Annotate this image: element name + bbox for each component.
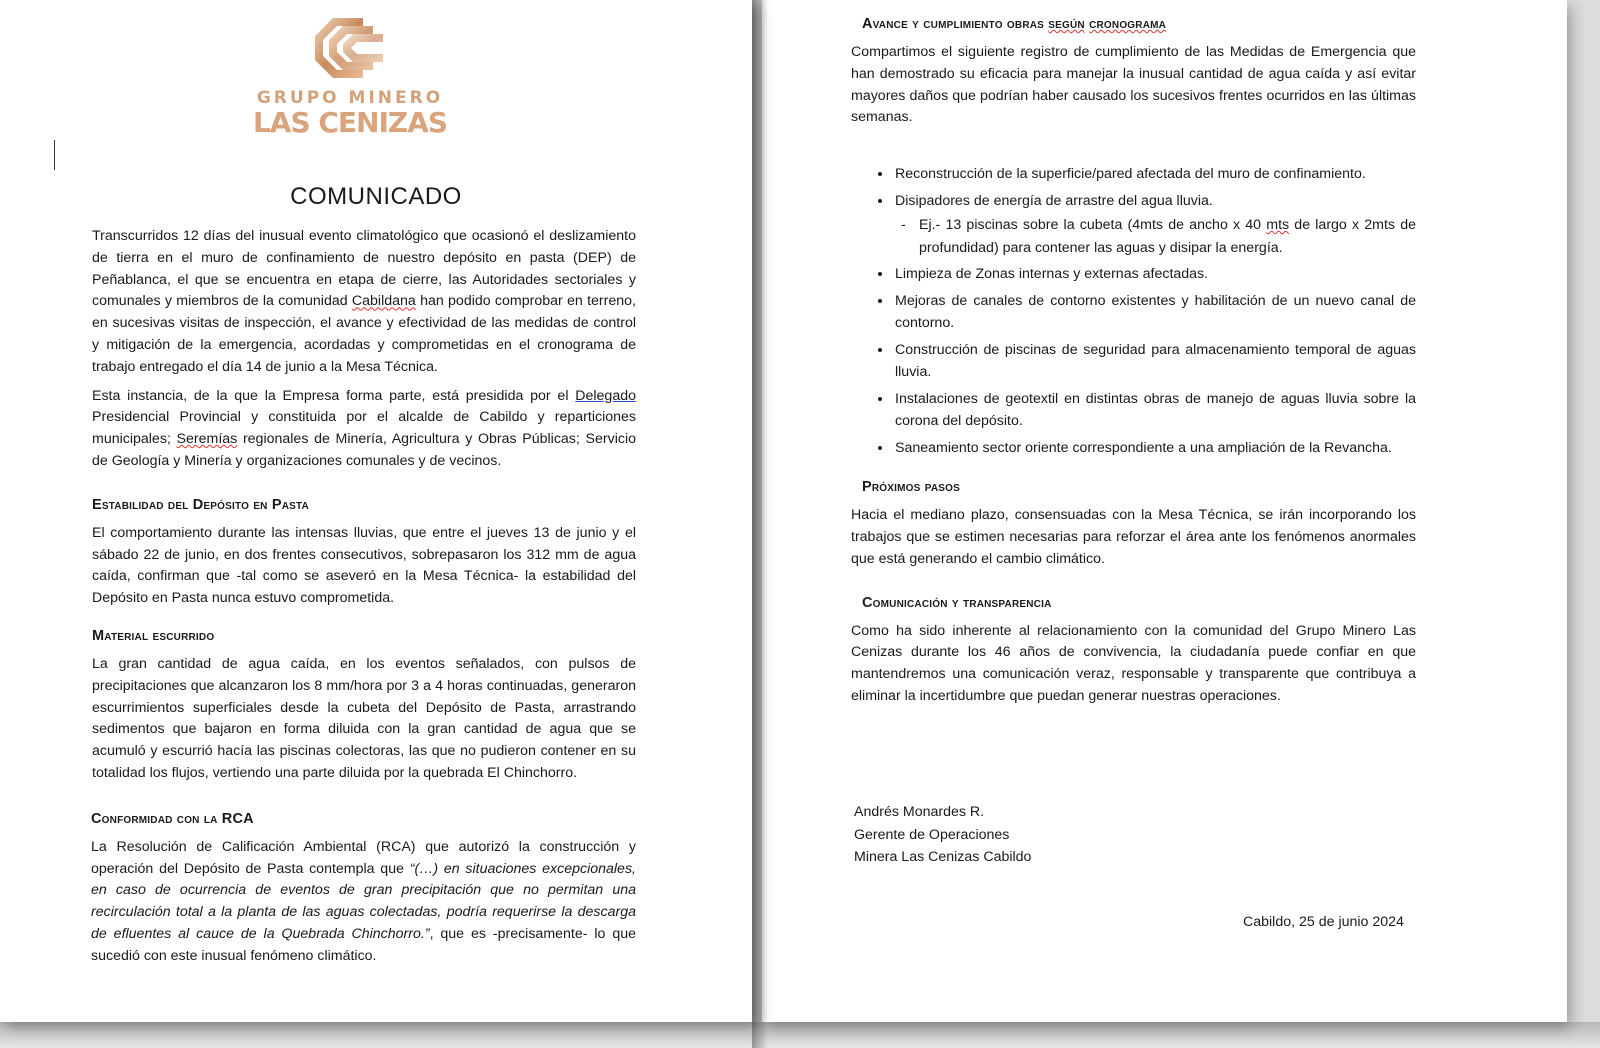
- heading-text: Avance y cumplimiento obras: [862, 16, 1049, 32]
- page-gutter-shadow: [752, 0, 768, 1048]
- list-item-text: Disipadores de energía de arrastre del agua lluvia.: [895, 192, 1213, 209]
- paragraph-mesa-tecnica: [92, 386, 636, 473]
- section-heading-estabilidad: Estabilidad del Depósito en Pasta: [92, 496, 309, 513]
- list-item-text: Ej.- 13 piscinas sobre la cubeta (4mts de ancho x 40: [919, 217, 1267, 234]
- spellcheck-word: mts: [1266, 217, 1290, 234]
- signer-role: Gerente de Operaciones: [854, 826, 1010, 843]
- list-item: • Reconstrucción de la superficie/pared afectada del muro de confinamiento.: [893, 163, 1416, 186]
- paragraph-text: La Resolución de Calificación Ambiental (RCA) que autorizó la construcción y operación del Depósito de Pasta contempla que: [91, 838, 636, 877]
- list-item: • Saneamiento sector oriente correspondiente a una ampliación de la Revancha.: [893, 437, 1416, 460]
- list-item: • Instalaciones de geotextil en distintas obras de manejo de aguas lluvia sobre la corona del depósito.: [893, 388, 1416, 433]
- paragraph-text: han podido comprobar en terreno, en sucesivas visitas de inspección, el avance y efectividad de las medidas de control y mitigación de la emergencia, acordadas y comprometidas en el cronograma de trabajo entregado el día 14 de junio a la Mesa Técnica.: [92, 293, 636, 375]
- signer-organization: Minera Las Cenizas Cabildo: [854, 849, 1032, 865]
- spellcheck-word: Seremías: [176, 431, 238, 448]
- sub-list-item: [901, 214, 1416, 259]
- rca-quote: “(…) en situaciones excepcionales, en caso de ocurrencia de eventos de gran precipitación que no permitan una recirculación total a la planta de las aguas colectadas, podría requerirse la descarga de efluentes al cauce de la Quebrada Chinchorro.”: [91, 860, 636, 942]
- list-item: • Mejoras de canales de contorno existentes y habilitación de un nuevo canal de contorno.: [893, 290, 1416, 335]
- document-page-left: [0, 0, 752, 1022]
- paragraph-proximos: Hacia el mediano plazo, consensuadas con la Mesa Técnica, se irán incorporando los trabajos que se estimen necesarias para reforzar el área ante los fenómenos anormales que está generando el cambio climático.: [851, 507, 1416, 567]
- text-cursor: [54, 140, 55, 170]
- dash-marker: -: [901, 217, 906, 234]
- list-item-text: de largo x 2mts de profundidad) para contener las aguas y disipar la energía.: [919, 217, 1416, 256]
- paragraph-estabilidad: El comportamiento durante las intensas lluvias, que entre el jueves 13 de junio y el sábado 22 de junio, en dos frentes consecutivos, sobrepasaron los 312 mm de agua caída, confirman que -tal como se aseveró en la Mesa Técnica- la estabilidad del Depósito en Pasta nunca estuvo comprometida.: [92, 524, 636, 607]
- paragraph-avance: Compartimos el siguiente registro de cumplimiento de las Medidas de Emergencia que han demostrado su eficacia para manejar la inusual cantidad de agua caída y así evitar mayores daños que podrían haber causado los sucesivos frentes ocurridos en las últimas semanas.: [851, 44, 1416, 126]
- right-column: [851, 16, 1416, 708]
- document-title: COMUNICADO: [290, 183, 462, 210]
- list-item: [893, 190, 1416, 260]
- signer-name: Andrés Monardes R.: [854, 804, 985, 820]
- paragraph-rca: [91, 837, 636, 968]
- section-heading-avance: [862, 16, 1416, 32]
- paragraph-intro: [92, 226, 636, 379]
- paragraph-comunicacion: Como ha sido inherente al relacionamiento con la comunidad del Grupo Minero Las Cenizas durante los 46 años de convivencia, la ciudadanía puede confiar en que mantendremos una comunicación veraz, responsable y transparente que contribuya a eliminar la incertidumbre que puedan generar nuestras operaciones.: [851, 622, 1416, 704]
- paragraph-text: , que es -precisamente- lo que sucedió con este inusual fenómeno climático.: [91, 925, 636, 964]
- logo-text-name: LAS CENIZAS: [252, 106, 448, 139]
- section-heading-proximos: Próximos pasos: [862, 479, 960, 496]
- section-heading-rca: Conformidad con la RCA: [91, 810, 254, 827]
- document-date: Cabildo, 25 de junio 2024: [1243, 914, 1404, 930]
- paragraph-text: Esta instancia, de la que la Empresa forma parte, está presidida por el: [92, 387, 576, 404]
- spellcheck-word: Cabildana: [351, 293, 416, 310]
- logo-text-group: GRUPO MINERO: [256, 88, 444, 108]
- list-item: • Limpieza de Zonas internas y externas afectadas.: [893, 263, 1416, 286]
- paragraph-text: Presidencial Provincial y constituida por el alcalde de Cabildo y reparticiones municipales;: [92, 409, 636, 448]
- paragraph-text: regionales de Minería, Agricultura y Obras Públicas; Servicio de Geología y Minería y organizaciones comunales y de vecinos.: [92, 431, 636, 469]
- logo-mark-icon: [311, 14, 389, 82]
- grammar-word: Delegado: [575, 387, 636, 404]
- left-column: [92, 226, 636, 968]
- list-item: • Construcción de piscinas de seguridad para almacenamiento temporal de aguas lluvia.: [893, 339, 1416, 384]
- section-heading-comunicacion: Comunicación y transparencia: [862, 594, 1052, 611]
- signature-block: [854, 801, 1031, 869]
- measures-list: [851, 163, 1416, 459]
- spellcheck-word: según: [1048, 16, 1085, 32]
- spellcheck-word: cronograma: [1089, 16, 1167, 32]
- section-heading-material: Material escurrido: [92, 627, 215, 644]
- paragraph-text: Transcurridos 12 días del inusual evento climatológico que ocasionó el deslizamiento de tierra en el muro de confinamiento de nuestro depósito en pasta (DEP) de Peñablanca, el que se encuentra en etapa de cierre, las Autoridades sectoriales y comunales y miembros de la comunidad: [92, 228, 636, 310]
- paragraph-material: La gran cantidad de agua caída, en los eventos señalados, con pulsos de precipitaciones que alcanzaron los 8 mm/hora por 3 a 4 horas continuadas, generaron escurrimientos superficiales desde la cubeta del Depósito de Pasta, arrastrando sedimentos que bajaron en forma diluida con la gran cantidad de agua que se acumuló y escurrió hacía las piscinas colectoras, las que no pudieron contener en su totalidad los flujos, vertiendo una parte diluida por la quebrada El Chinchorro.: [92, 655, 636, 781]
- company-logo: [245, 14, 455, 138]
- sub-list: [895, 214, 1416, 259]
- desk-shadow: [0, 1022, 1600, 1048]
